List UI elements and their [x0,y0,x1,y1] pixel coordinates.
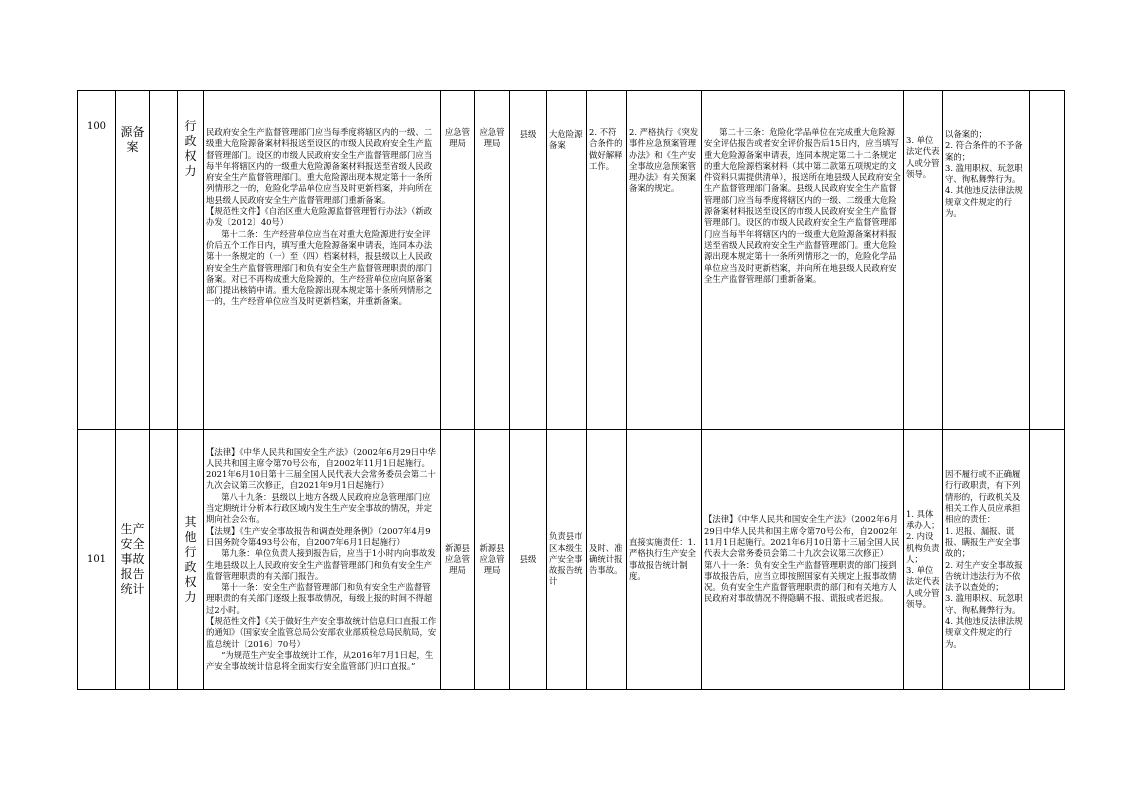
basis-paragraph: 【法律】《中华人民共和国安全生产法》（2002年6月29日中华人民共和国主席令第70号公布，自2002年11月1日起施行。2021年6月10日第十三届全国人民代表大会常务委员会第二十九次会议第三次修正，自2021年9月1日起施行） [206,446,436,491]
table-row [78,91,1065,430]
responsible-subject: 1. 具体承办人； 2. 内设机构负责人； 3. 单位法定代表人或分管领导。 [904,430,943,690]
row-index: 100 [78,91,116,430]
item-name: 生产 安全 事故 报告 统计 [116,430,150,690]
basis-paragraph: 第十二条：生产经营单位应当在对重大危险源进行安全评价后五个工作日内，填写重大危险源备案申请表，连同本办法第十一条规定的（一）至（四）档案材料，报县级以上人民政府安全生产监督管理部门和负有安全生产监督管理职责的部门备案。对已不再构成重大危险源的，生产经营单位应向原备案部门提出核销申请。重大危险源出现本规定第十条所列情形之一的，生产经营单位应当及时更新档案，并重新备案。 [206,228,433,307]
responsible-subject: 3. 单位法定代表人或分管领导。 [904,91,943,430]
exercise-level: 县级 [510,91,547,430]
power-category: 其他 行政 权力 [178,430,204,690]
basis-paragraph: 【法规】《生产安全事故报告和调查处理条例》（2007年4月9日国务院令第493号公布，自2007年6月1日起施行） [206,525,431,547]
basis-paragraph: 第九条：单位负责人接到报告后，应当于1小时内向事故发生地县级以上人民政府安全生产监督管理部门和负有安全生产监督管理职责的有关部门报告。 [206,548,436,581]
implementing-subject: 应急管 理局 [441,91,475,430]
power-object: 负责县市区本级生产安全事故报告统计 [547,430,587,690]
remarks-cell [1030,430,1065,690]
responsible-dept: 应急管 理局 [475,91,510,430]
responsibility-matters: 2. 严格执行《突发事件应急预案管理办法》和《生产安全事故应急预案管理办法》有关预案备案的规定。 [627,91,702,430]
remarks-cell [1030,91,1065,430]
exercise-level: 县级 [510,430,547,690]
item-name: 源备 案 [116,91,150,430]
duty-basis: 【法律】《中华人民共和国安全生产法》（2002年6月29日中华人民共和国主席令第70号公布，自2002年11月1日起施行。2021年6月10日第十三届全国人民代表大会常务委员会第二十九次会议第三次修正） 第八十一条：负有安全生产监督管理职责的部门接到事故报告后，应当立即按照国家有关规定上报事故情况。负有安全生产监督管理职责的部门和有关地方人民政府对事故情况不得隐瞒不报、谎报或者迟报。 [702,430,904,690]
duty-basis: 第二十三条：危险化学品单位在完成重大危险源安全评估报告或者安全评价报告后15日内，应当填写重大危险源备案申请表，连同本规定第二十二条规定的重大危险源档案材料（其中第二款第五项规定的文件资料只需提供清单），报送所在地县级人民政府安全生产监督管理部门备案。县级人民政府安全生产监督管理部门应当每季度将辖区内的一级、二级重大危险源备案材料报送至设区的市级人民政府安全生产监督管理部门。设区的市级人民政府安全生产监督管理部门应当每半年将辖区内的一级重大危险源备案材料报送至省级人民政府安全生产监督管理部门。重大危险源出现本规定第十一条所列情形之一的，危险化学品单位应当及时更新档案，并向所在地县级人民政府安全生产监督管理部门重新备案。 [702,91,904,430]
sub-item-cell [150,430,178,690]
legal-basis [204,91,441,430]
basis-paragraph: 第十一条：安全生产监督管理部门和负有安全生产监督管理职责的有关部门逐级上报事故情况，每级上报的时间不得超过2小时。 [206,582,433,615]
legal-basis [204,430,441,690]
liability: 因不履行或不正确履行行政职责，有下列情形的，行政机关及相关工作人员应承担相应的责任： 1. 迟报、漏报、谎报、瞒报生产安全事故的； 2. 对生产安全事故报告统计违法行为不依法予以查处的； 3. 滥用职权、玩忽职守、徇私舞弊行为。 4. 其他违反法律法规规章文件规定的行为。 [943,430,1030,690]
basis-paragraph: “为规范生产安全事故统计工作，从2016年7月1日起，生产安全事故统计信息将全面实行安全监管部门归口直报。” [206,649,434,672]
sub-item-cell [150,91,178,430]
exercise-condition: 及时、准确统计报告事故。 [587,430,627,690]
basis-paragraph: 【规范性文件】《关于做好生产安全事故统计信息归口直报工作的通知》（国家安全监管总局公安部农业部质检总局民航局，安监总统计〔2016〕70号） [206,615,437,649]
basis-paragraph: 第八十九条：县级以上地方各级人民政府应急管理部门应当定期统计分析本行政区域内发生生产安全事故的情况，并定期向社会公布。 [206,491,433,525]
liability: 以备案的； 2. 符合条件的不予备案的； 3. 滥用职权、玩忽职守、徇私舞弊行为。 4. 其他违反法律法规规章文件规定的行为。 [943,91,1030,430]
table-row [78,430,1065,690]
responsibility-matters: 直接实施责任：1. 严格执行生产安全事故报告统计制度。 [627,430,702,690]
basis-paragraph: 【规范性文件】《自治区重大危险源监督管理暂行办法》（新政办发〔2012〕40号） [206,206,433,228]
power-list-table [77,90,1065,690]
row-index: 101 [78,430,116,690]
power-category: 行政 权力 [178,91,204,430]
responsible-dept: 新源县 应急管 理局 [475,430,510,690]
basis-paragraph: 民政府安全生产监督管理部门应当每季度将辖区内的一级、二级重大危险源备案材料报送至设区的市级人民政府安全生产监督管理部门。设区的市级人民政府安全生产监督管理部门应当每半年将辖区内的一级重大危险源备案材料报送至省级人民政府安全生产监督管理部门。重大危险源出现本规定第十一条所列情形之一的，危险化学品单位应当及时更新档案，并向所在地县级人民政府安全生产监督管理部门重新备案。 [206,127,433,205]
power-object: 大危险源 备案 [547,91,587,430]
exercise-condition: 2. 不符合条件的做好解释工作。 [587,91,627,430]
implementing-subject: 新源县 应急管 理局 [441,430,475,690]
